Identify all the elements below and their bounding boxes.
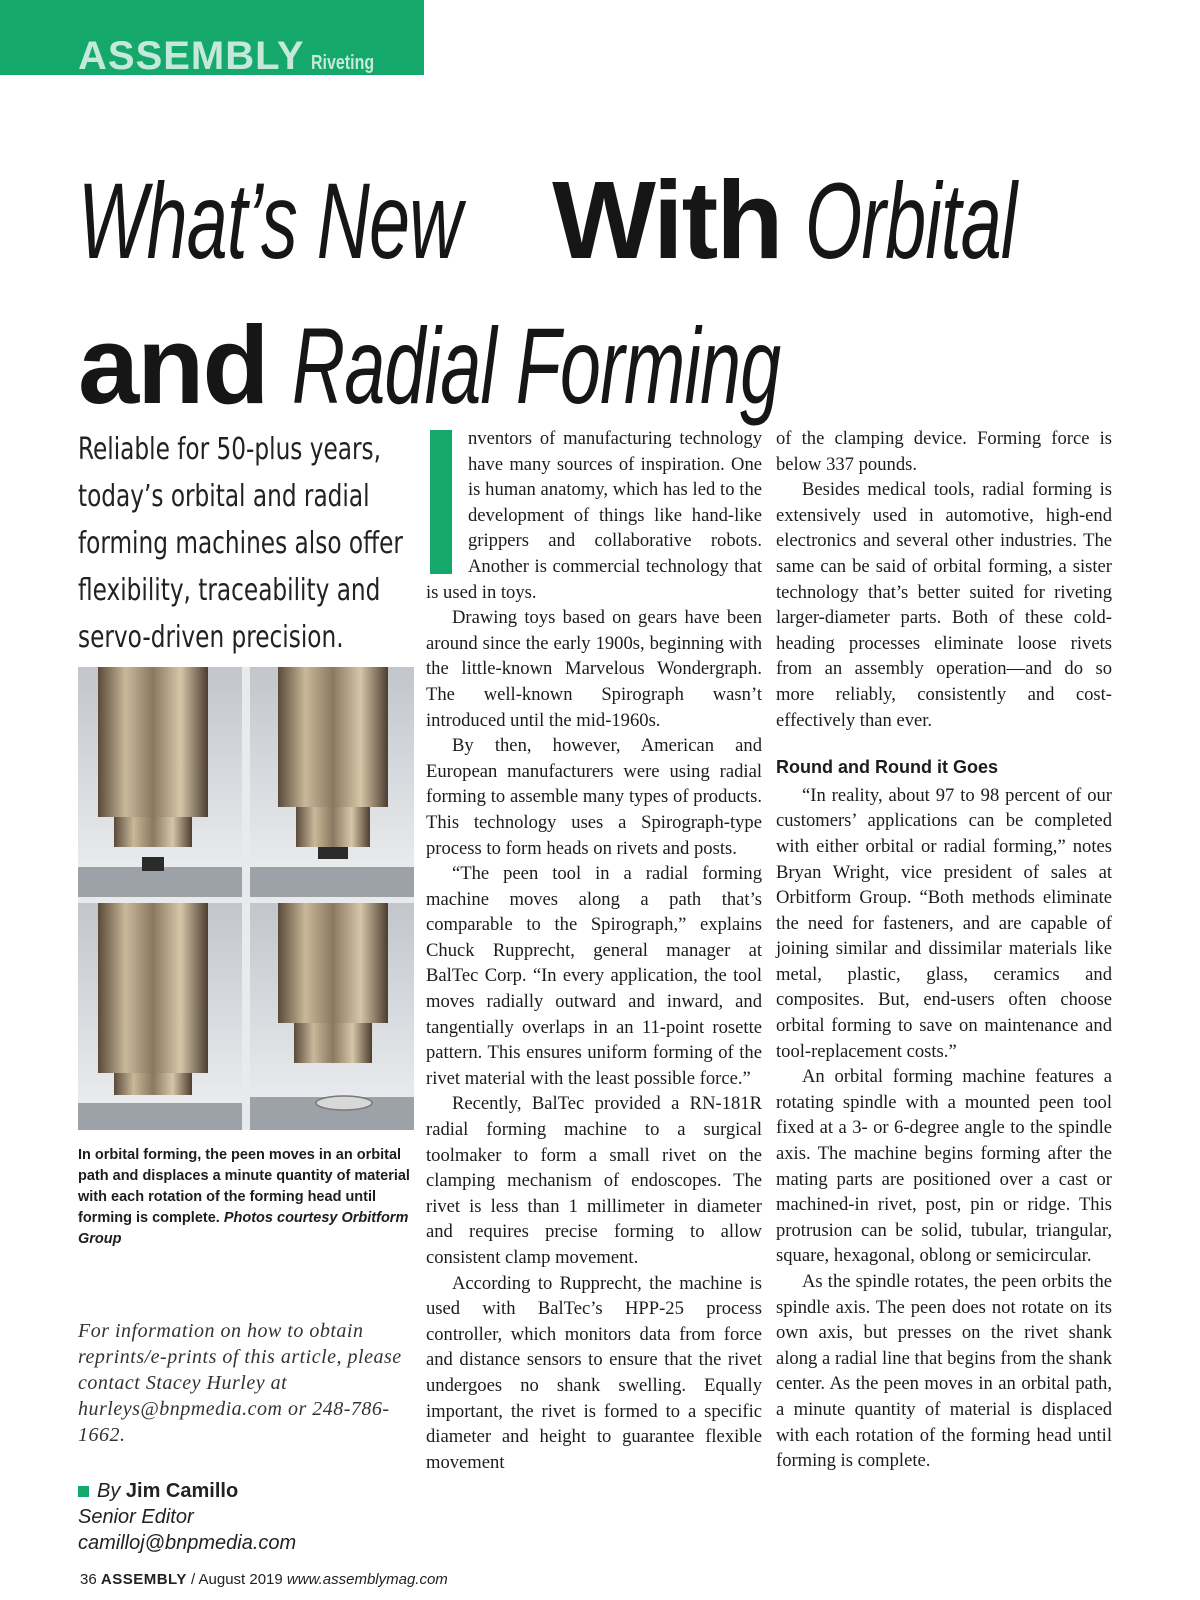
headline-line-1: [78, 148, 1178, 293]
page-footer: [80, 1571, 448, 1588]
body-paragraph: As the spindle rotates, the peen orbits the spindle axis. The peen does not rotate on its own axis, but presses on the rivet shank along a radial line that begins from the shank center. As the peen moves in an orbital path, a minute quantity of material is displaced with each rotation of the forming head until forming is complete.: [776, 1271, 1112, 1472]
headline-part: What’s New: [78, 160, 462, 281]
page-number: 36: [80, 1571, 97, 1588]
body-paragraph: nventors of manufacturing technology have many sources of inspiration. One is human anatomy, which has led to the development of things like hand-like grippers and collaborative robots. Another is commercial technology that is used in toys.: [426, 428, 762, 603]
headline-line-2: [78, 293, 1178, 438]
headline-part: and: [78, 304, 268, 427]
deck-subtitle: Reliable for 50-plus years, today’s orbital and radial forming machines also offer flexibility, traceability and servo-driven precision.: [78, 432, 403, 655]
body-paragraph: “In reality, about 97 to 98 percent of our customers’ applications can be completed with either orbital or radial forming,” notes Bryan Wright, vice president of sales at Orbitform Group. “Both methods eliminate the need for fasteners, and are capable of joining similar and dissimilar materials like metal, plastic, glass, ceramics and composites. But, end-users often choose orbital forming to save on maintenance and tool-replacement costs.”: [776, 784, 1112, 1062]
section-name: ASSEMBLY: [78, 34, 305, 78]
body-paragraph: An orbital forming machine features a rotating spindle with a mounted peen tool fixed at a 3- or 6-degree angle to the spindle axis. The machine begins forming after the mating parts are positioned over a cast or machined-in rivet, post, pin or ridge. This protrusion can be solid, tubular, triangular, square, hexagonal, oblong or semicircular.: [776, 1066, 1112, 1267]
photo-3: [78, 903, 242, 1130]
footer-magazine: ASSEMBLY: [100, 1571, 187, 1588]
body-paragraph: Drawing toys based on gears have been around since the early 1900s, beginning with the little-known Marvelous Wondergraph. The well-known Spirograph wasn’t introduced until the mid-1960s.: [426, 607, 762, 731]
author-name: Jim Camillo: [125, 1480, 239, 1502]
photo-credit: Photos courtesy Orbitform Group: [78, 1210, 409, 1247]
subsection-name: Riveting: [310, 52, 374, 74]
section-label: [78, 34, 389, 85]
byline-by: By: [97, 1480, 121, 1502]
bullet-square-icon: [78, 1486, 89, 1497]
author-title: Senior Editor: [78, 1506, 194, 1528]
headline: [78, 148, 1178, 438]
photo-2: [250, 667, 414, 897]
body-paragraph: Recently, BalTec provided a RN-181R radial forming machine to a surgical toolmaker to form a small rivet on the clamping mechanism of endoscopes. The rivet is less than 1 millimeter in diameter and requires precise forming to allow consistent clamp movement.: [426, 1093, 762, 1268]
footer-url[interactable]: www.assemblymag.com: [286, 1571, 448, 1588]
riveting-photo-sequence: [78, 667, 414, 1130]
author-email: camilloj@bnpmedia.com: [78, 1532, 297, 1554]
drop-cap-i: [430, 430, 452, 574]
headline-part: Radial Forming: [291, 305, 780, 426]
headline-part: With: [552, 159, 782, 282]
body-paragraph: Besides medical tools, radial forming is extensively used in automotive, high-end electronics and several other industries. The same can be said of orbital forming, a sister technology that’s better suited for riveting larger-diameter parts. Both of these cold-heading processes eliminate loose rivets from an assembly operation—and do so more reliably, consistently and cost-effectively than ever.: [776, 479, 1112, 731]
caption-text: In orbital forming, the peen moves in an orbital path and displaces a minute quantity of material with each rotation of the forming head until forming is complete.: [78, 1147, 410, 1226]
body-paragraph: of the clamping device. Forming force is below 337 pounds.: [776, 428, 1112, 475]
photo-1: [78, 667, 242, 897]
subhead: Round and Round it Goes: [776, 757, 998, 778]
photo-4: [250, 903, 414, 1130]
body-column-1: [426, 426, 762, 1475]
body-paragraph: “The peen tool in a radial forming machine moves along a path that’s comparable to the Spirograph,” explains Chuck Rupprecht, general manager at BalTec Corp. “In every application, the tool moves radially outward and inward, and tangentially overlaps in an 11-point rosette pattern. This ensures uniform forming of the rivet material with the least possible force.”: [426, 863, 762, 1089]
photo-grid: [78, 667, 414, 1130]
headline-part: Orbital: [805, 160, 1017, 281]
reprint-notice: For information on how to obtain reprints/e-prints of this article, please contact Stacey Hurley at hurleys@bnpmedia.com or 248-786-1662.: [78, 1320, 402, 1446]
footer-issue: / August 2019: [191, 1571, 283, 1588]
body-paragraph: By then, however, American and European manufacturers were using radial forming to assemble many types of products. This technology uses a Spirograph-type process to form heads on rivets and posts.: [426, 735, 762, 859]
byline: [78, 1478, 398, 1556]
body-paragraph: According to Rupprecht, the machine is used with BalTec’s HPP-25 process controller, which monitors data from force and distance sensors to ensure that the rivet undergoes no shank swelling. Equally important, the rivet is formed to a specific diameter and height to guarantee flexible movement: [426, 1272, 762, 1473]
body-column-2: [776, 426, 1112, 1474]
byline-author: [78, 1478, 398, 1504]
photo-caption: [78, 1145, 416, 1250]
